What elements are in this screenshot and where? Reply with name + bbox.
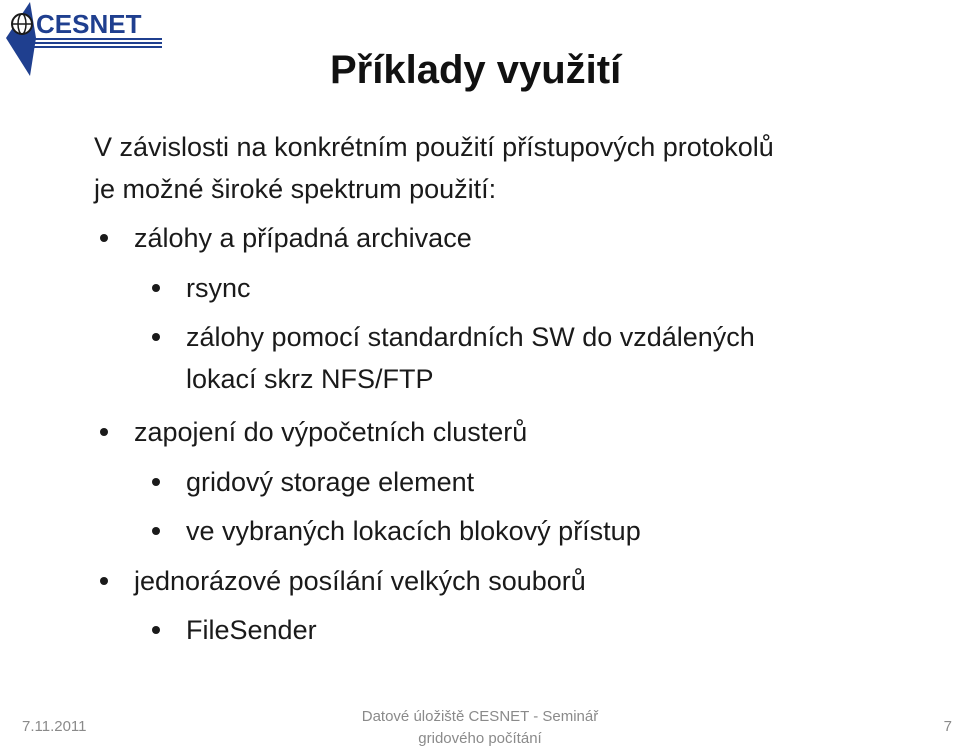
bullet-dot xyxy=(152,333,160,341)
footer-title-line-1: Datové úložiště CESNET - Seminář xyxy=(361,708,599,725)
intro-line-2: je možné široké spektrum použití: xyxy=(94,174,497,204)
bullet-dot xyxy=(152,527,160,535)
bullet-dot xyxy=(152,478,160,486)
sub-bullet-continuation: lokací skrz NFS/FTP xyxy=(186,364,434,394)
sub-bullet-item: FileSender xyxy=(186,615,317,645)
bullet-item: zapojení do výpočetních clusterů xyxy=(134,417,528,447)
sub-bullet-item: gridový storage element xyxy=(186,467,475,497)
sub-bullet-item: rsync xyxy=(186,273,251,303)
bullet-item: zálohy a případná archivace xyxy=(134,223,472,253)
bullet-dot xyxy=(100,234,108,242)
footer-title-line-2: gridového počítání xyxy=(418,730,542,747)
intro-paragraph xyxy=(94,126,774,210)
bullet-dot xyxy=(100,577,108,585)
sub-bullet-item: zálohy pomocí standardních SW do vzdálených xyxy=(186,322,755,352)
logo-text: CESNET xyxy=(36,9,142,39)
bullet-dot xyxy=(152,626,160,634)
footer-date: 7.11.2011 xyxy=(22,718,87,735)
slide-title: Příklady využití xyxy=(330,48,622,92)
sub-bullet-item: ve vybraných lokacích blokový přístup xyxy=(186,516,641,546)
cesnet-logo xyxy=(2,2,168,76)
bullet-dot xyxy=(152,284,160,292)
footer-title xyxy=(300,706,660,748)
bullet-item: jednorázové posílání velkých souborů xyxy=(134,566,586,596)
intro-line-1: V závislosti na konkrétním použití přístupových protokolů xyxy=(94,132,774,162)
bullet-dot xyxy=(100,428,108,436)
page-number: 7 xyxy=(943,718,952,735)
